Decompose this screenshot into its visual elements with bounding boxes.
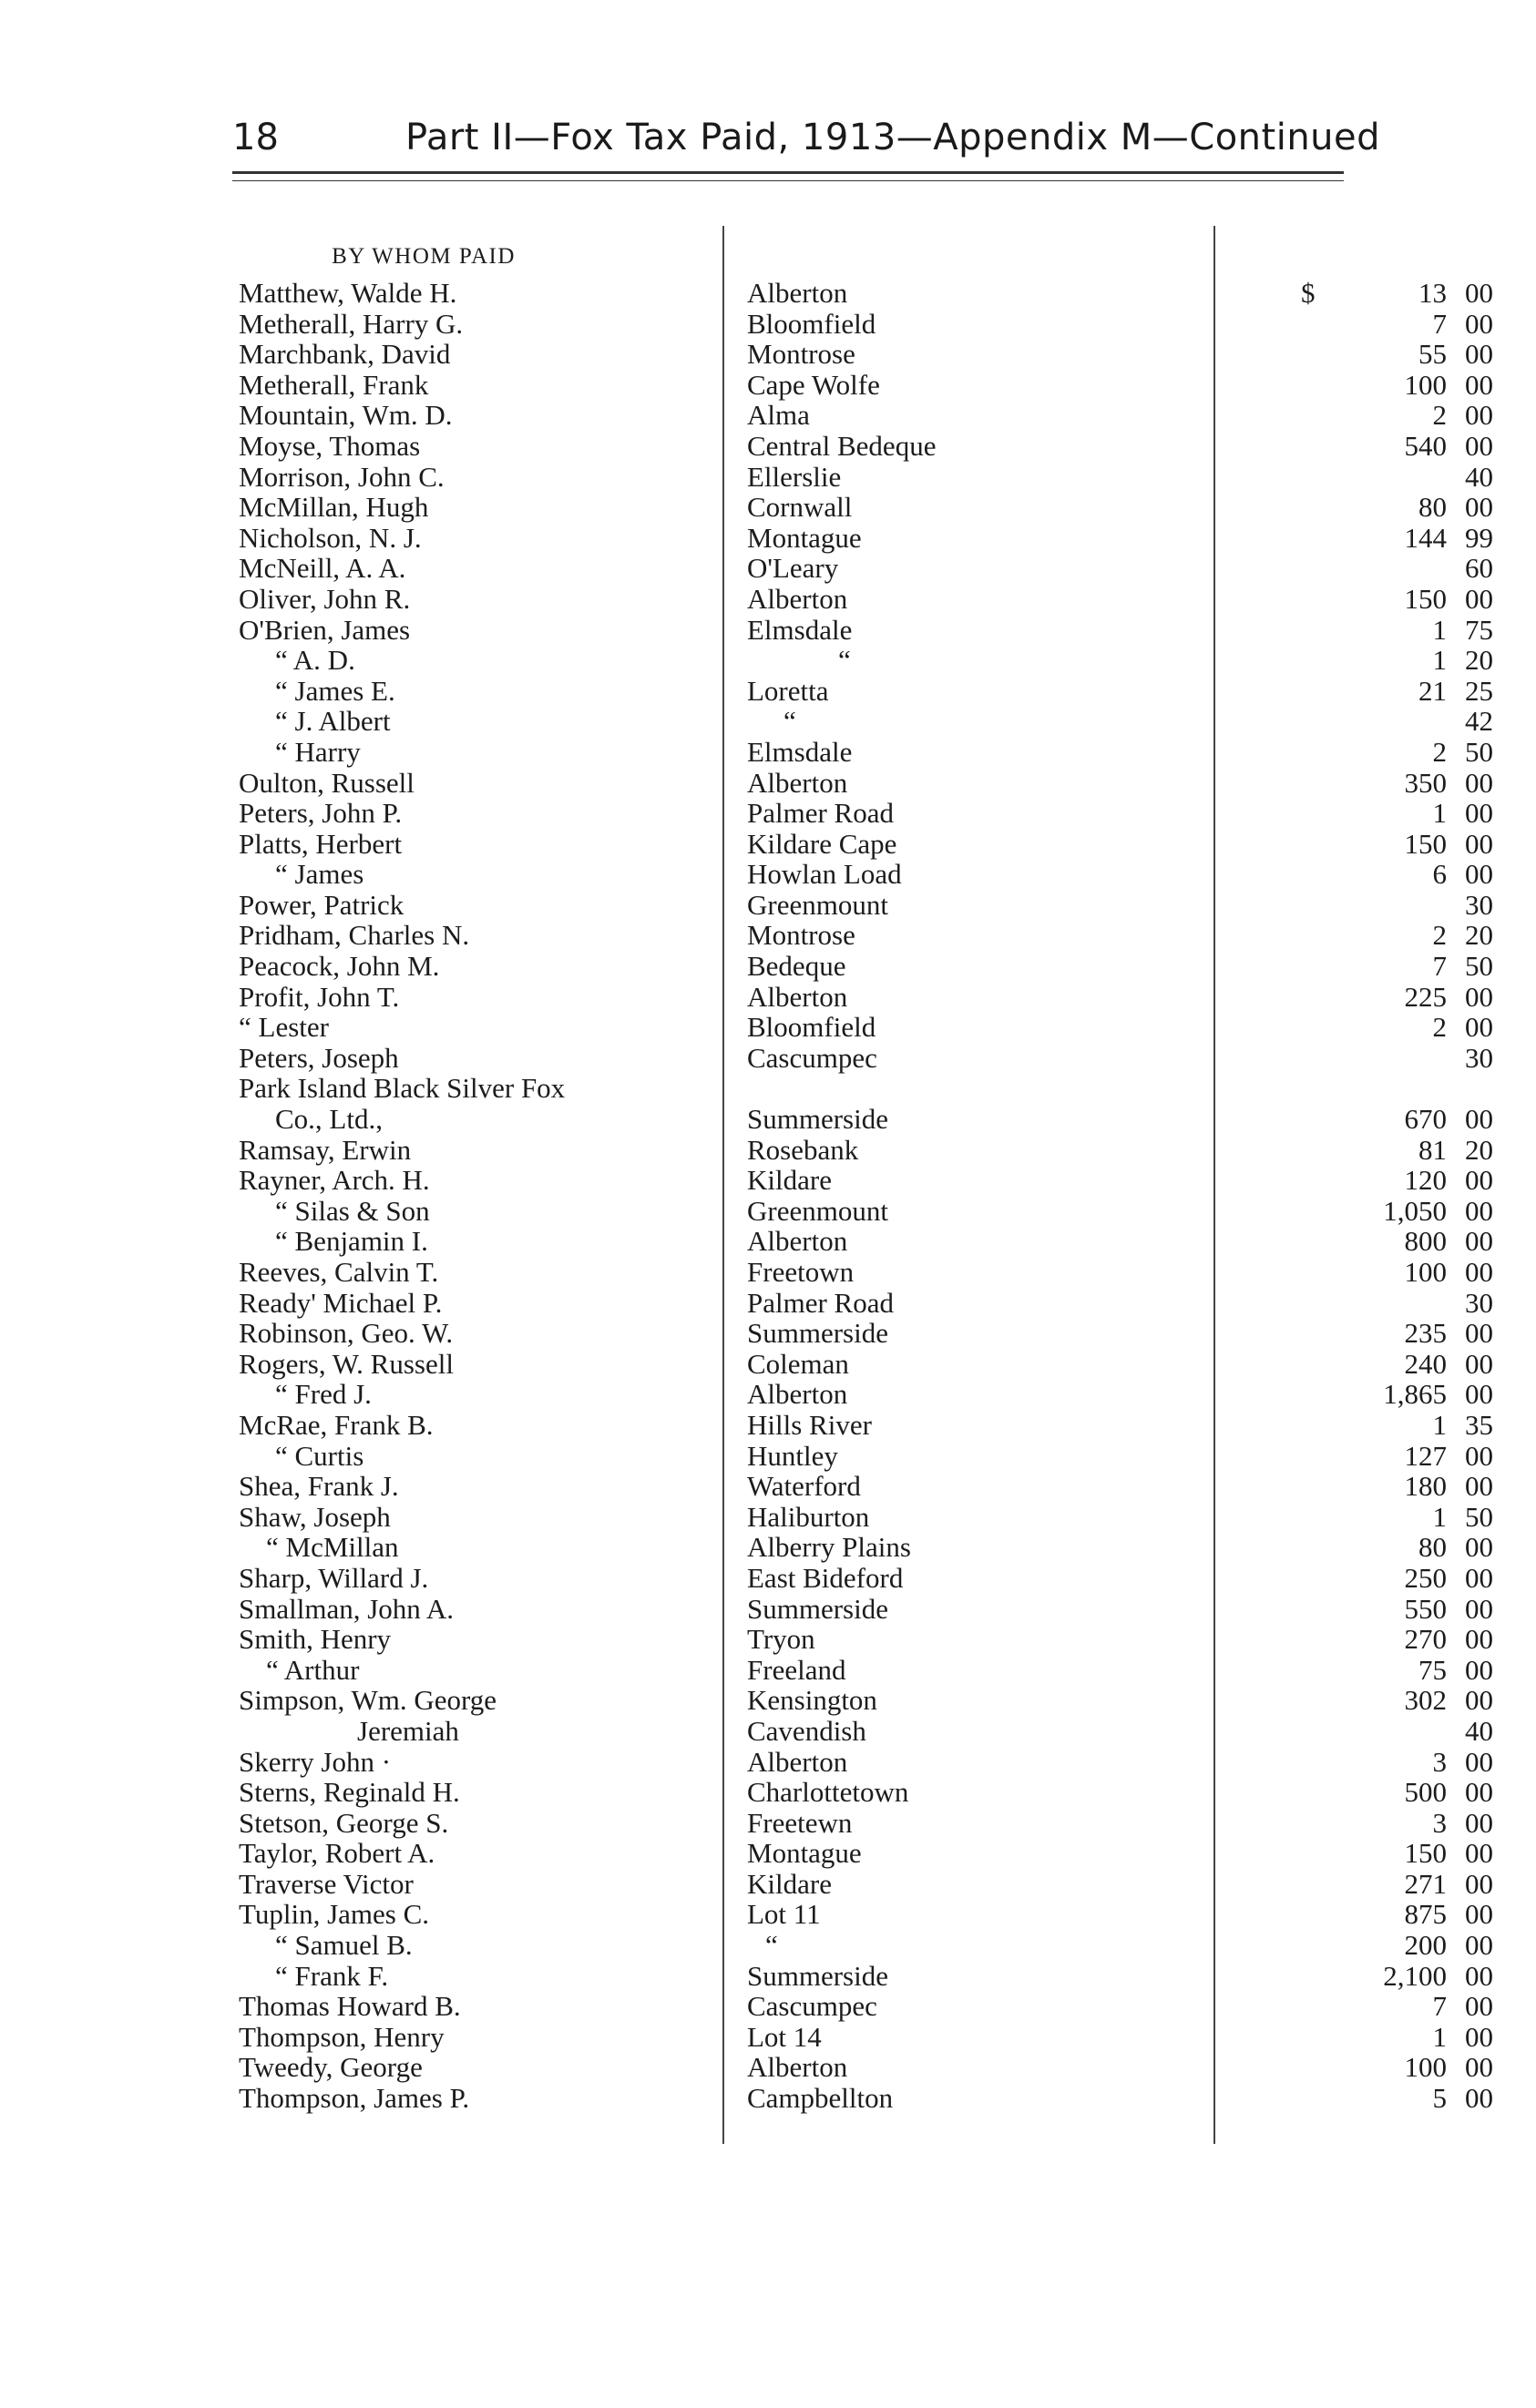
table-row (0, 309, 1536, 340)
amount-dollars: 250 (1404, 1561, 1447, 1594)
column-heading-by-whom-paid: BY WHOM PAID (332, 244, 516, 269)
place: Alma (747, 399, 810, 432)
place: Kensington (747, 1684, 877, 1717)
amount-dollars: 500 (1404, 1776, 1447, 1809)
payer-name: Power, Patrick (239, 888, 404, 921)
page-number: 18 (232, 117, 279, 158)
table-row (0, 1747, 1536, 1778)
payer-name: Profit, John T. (239, 980, 400, 1013)
payer-name: Shea, Frank J. (239, 1470, 399, 1503)
payer-name: Platts, Herbert (239, 827, 403, 860)
amount-dollars: 875 (1404, 1898, 1447, 1931)
place: Coleman (747, 1347, 849, 1380)
payer-name: “ James E. (275, 674, 395, 707)
place: “ (838, 644, 851, 677)
payer-name: Metherall, Frank (239, 368, 429, 401)
place: Greenmount (747, 1194, 888, 1227)
table-row (0, 1685, 1536, 1716)
place: Haliburton (747, 1500, 870, 1533)
payer-name: Smith, Henry (239, 1623, 392, 1656)
payer-name: “ A. D. (275, 644, 355, 677)
amount-dollars: 80 (1418, 491, 1447, 524)
place: Freeland (747, 1653, 846, 1686)
place: Bloomfield (747, 307, 876, 340)
payer-name: “ Benjamin I. (275, 1225, 428, 1258)
amount-dollars: 21 (1418, 674, 1447, 707)
amount-cents: 00 (1465, 1653, 1493, 1686)
amount-cents: 00 (1465, 1561, 1493, 1594)
amount-cents: 00 (1465, 1684, 1493, 1717)
amount-dollars: 2,100 (1383, 1959, 1447, 1992)
payer-name: Peters, Joseph (239, 1041, 399, 1074)
amount-dollars: 3 (1432, 1745, 1447, 1778)
payer-name: Peters, John P. (239, 797, 403, 830)
amount-cents: 00 (1465, 1837, 1493, 1870)
payer-name: McNeill, A. A. (239, 552, 406, 585)
table-row (0, 2052, 1536, 2083)
table-row (0, 1226, 1536, 1257)
amount-dollars: 100 (1404, 2051, 1447, 2084)
amount-cents: 00 (1465, 2051, 1493, 2084)
payer-name: “ Fred J. (275, 1378, 372, 1411)
amount-cents: 20 (1465, 1133, 1493, 1166)
place: Bloomfield (747, 1011, 876, 1044)
amount-cents: 00 (1465, 1745, 1493, 1778)
payer-name: Rayner, Arch. H. (239, 1164, 430, 1197)
table-row (0, 370, 1536, 401)
table-row (0, 1471, 1536, 1502)
amount-dollars: 550 (1404, 1592, 1447, 1625)
payer-name: “ Silas & Son (275, 1194, 430, 1227)
payer-name: Mountain, Wm. D. (239, 399, 453, 432)
place: Howlan Load (747, 858, 902, 891)
amount-cents: 00 (1465, 429, 1493, 462)
place: Elmsdale (747, 613, 853, 646)
page-header (232, 117, 1381, 171)
amount-cents: 00 (1465, 1256, 1493, 1288)
amount-cents: 40 (1465, 460, 1493, 493)
amount-dollars: 1,865 (1383, 1378, 1447, 1411)
payer-name: Oliver, John R. (239, 582, 411, 615)
amount-dollars: 180 (1404, 1470, 1447, 1503)
amount-cents: 00 (1465, 858, 1493, 891)
payer-name: Marchbank, David (239, 338, 451, 371)
amount-cents: 30 (1465, 1041, 1493, 1074)
table-row (0, 1257, 1536, 1288)
amount-dollars: 55 (1418, 338, 1447, 371)
payer-name: Traverse Victor (239, 1867, 414, 1900)
amount-cents: 50 (1465, 950, 1493, 983)
place: Alberton (747, 1378, 848, 1411)
payer-name: Taylor, Robert A. (239, 1837, 435, 1870)
amount-dollars: 120 (1404, 1164, 1447, 1197)
amount-cents: 00 (1465, 1347, 1493, 1380)
place: Montague (747, 1837, 862, 1870)
amount-cents: 35 (1465, 1408, 1493, 1441)
payer-name: Thompson, James P. (239, 2082, 470, 2115)
amount-cents: 00 (1465, 1959, 1493, 1992)
amount-cents: 20 (1465, 919, 1493, 952)
table-row (0, 1930, 1536, 1961)
table-row (0, 1043, 1536, 1074)
payer-name: O'Brien, James (239, 613, 411, 646)
amount-cents: 00 (1465, 1623, 1493, 1656)
payer-name: Jeremiah (357, 1714, 459, 1747)
place: Alberton (747, 766, 848, 799)
amount-dollars: 540 (1404, 429, 1447, 462)
payer-name: Morrison, John C. (239, 460, 445, 493)
place: Alberton (747, 2051, 848, 2084)
amount-cents: 00 (1465, 1164, 1493, 1197)
table-row (0, 829, 1536, 860)
amount-dollars: 3 (1432, 1806, 1447, 1839)
amount-cents: 60 (1465, 552, 1493, 585)
place: Montrose (747, 338, 855, 371)
place: O'Leary (747, 552, 839, 585)
amount-dollars: 235 (1404, 1317, 1447, 1350)
payer-name: Sharp, Willard J. (239, 1561, 429, 1594)
table-row (0, 737, 1536, 768)
amount-dollars: 2 (1432, 919, 1447, 952)
payer-name: Matthew, Walde H. (239, 277, 457, 309)
amount-cents: 75 (1465, 613, 1493, 646)
amount-cents: 30 (1465, 1286, 1493, 1319)
place: Palmer Road (747, 797, 894, 830)
amount-cents: 00 (1465, 277, 1493, 309)
amount-dollars: 7 (1432, 1990, 1447, 2023)
table-row (0, 492, 1536, 523)
table-row (0, 400, 1536, 431)
payer-name: Nicholson, N. J. (239, 521, 422, 554)
payer-name: Robinson, Geo. W. (239, 1317, 454, 1350)
place: Bedeque (747, 950, 846, 983)
table-row (0, 1838, 1536, 1869)
table-row (0, 768, 1536, 799)
table-row (0, 890, 1536, 921)
table-row (0, 553, 1536, 584)
payer-name: Simpson, Wm. George (239, 1684, 497, 1717)
amount-dollars: 6 (1432, 858, 1447, 891)
table-row (0, 1808, 1536, 1839)
payer-name: Stetson, George S. (239, 1806, 449, 1839)
table-row (0, 920, 1536, 951)
amount-dollars: 80 (1418, 1531, 1447, 1564)
amount-cents: 50 (1465, 735, 1493, 768)
payer-name: “ James (275, 858, 364, 891)
place: Kildare (747, 1164, 832, 1197)
payer-name: Shaw, Joseph (239, 1500, 391, 1533)
amount-dollars: 1 (1432, 1500, 1447, 1533)
payer-name: McRae, Frank B. (239, 1408, 434, 1441)
place: Kildare Cape (747, 827, 897, 860)
amount-cents: 00 (1465, 2020, 1493, 2053)
table-row (0, 676, 1536, 707)
amount-dollars: 1 (1432, 613, 1447, 646)
amount-dollars: 1 (1432, 797, 1447, 830)
amount-cents: 00 (1465, 1011, 1493, 1044)
amount-dollars: 5 (1432, 2082, 1447, 2115)
place: Central Bedeque (747, 429, 937, 462)
payer-name: “ Harry (275, 735, 361, 768)
amount-dollars: 350 (1404, 766, 1447, 799)
table-row (0, 462, 1536, 493)
payer-name: “ J. Albert (275, 705, 391, 738)
table-row (0, 1410, 1536, 1441)
amount-cents: 00 (1465, 980, 1493, 1013)
amount-cents: 00 (1465, 399, 1493, 432)
fox-tax-table (0, 278, 1536, 2114)
payer-name: McMillan, Hugh (239, 491, 429, 524)
payer-name: “ Lester (239, 1011, 329, 1044)
table-row (0, 1777, 1536, 1808)
place: Freetewn (747, 1806, 853, 1839)
table-row (0, 1073, 1536, 1104)
amount-dollars: 800 (1404, 1225, 1447, 1258)
amount-cents: 00 (1465, 1103, 1493, 1136)
place: Montrose (747, 919, 855, 952)
place: Lot 14 (747, 2020, 822, 2053)
table-row (0, 1594, 1536, 1625)
amount-cents: 00 (1465, 797, 1493, 830)
payer-name: Rogers, W. Russell (239, 1347, 454, 1380)
payer-name: Sterns, Reginald H. (239, 1776, 460, 1809)
amount-dollars: 7 (1432, 950, 1447, 983)
place: Freetown (747, 1256, 855, 1288)
table-row (0, 1899, 1536, 1930)
table-row (0, 2083, 1536, 2114)
place: Cape Wolfe (747, 368, 880, 401)
table-row (0, 1135, 1536, 1166)
place: Cascumpec (747, 1990, 877, 2023)
amount-cents: 00 (1465, 1225, 1493, 1258)
table-row (0, 1655, 1536, 1686)
place: Palmer Road (747, 1286, 894, 1319)
amount-cents: 00 (1465, 338, 1493, 371)
place: Alberton (747, 582, 848, 615)
amount-cents: 00 (1465, 582, 1493, 615)
payer-name: Metherall, Harry G. (239, 307, 464, 340)
place: Campbellton (747, 2082, 894, 2115)
place: Alberton (747, 1225, 848, 1258)
payer-name: “ McMillan (266, 1531, 399, 1564)
place: Waterford (747, 1470, 861, 1503)
amount-dollars: 100 (1404, 1256, 1447, 1288)
place: Summerside (747, 1317, 888, 1350)
table-row (0, 1196, 1536, 1227)
place: Tryon (747, 1623, 815, 1656)
payer-name: “ Curtis (275, 1439, 364, 1472)
table-row (0, 982, 1536, 1013)
amount-cents: 00 (1465, 1867, 1493, 1900)
place: Ellerslie (747, 460, 842, 493)
payer-name: “ Arthur (266, 1653, 360, 1686)
table-row (0, 1104, 1536, 1135)
amount-dollars: 100 (1404, 368, 1447, 401)
table-row (0, 1349, 1536, 1380)
amount-dollars: 1 (1432, 644, 1447, 677)
payer-name: Smallman, John A. (239, 1592, 454, 1625)
payer-name: Ready' Michael P. (239, 1286, 443, 1319)
amount-dollars: 144 (1404, 521, 1447, 554)
amount-dollars: 150 (1404, 582, 1447, 615)
amount-dollars: 200 (1404, 1929, 1447, 1962)
amount-dollars: 150 (1404, 1837, 1447, 1870)
table-row (0, 798, 1536, 829)
place: Montague (747, 521, 862, 554)
amount-dollars: 7 (1432, 307, 1447, 340)
amount-cents: 00 (1465, 1929, 1493, 1962)
place: “ (765, 1929, 778, 1962)
table-row (0, 1012, 1536, 1043)
place: Hills River (747, 1408, 872, 1441)
table-row (0, 523, 1536, 554)
amount-cents: 00 (1465, 307, 1493, 340)
payer-name: Pridham, Charles N. (239, 919, 470, 952)
amount-cents: 25 (1465, 674, 1493, 707)
amount-dollars: 270 (1404, 1623, 1447, 1656)
table-row (0, 431, 1536, 462)
table-row (0, 859, 1536, 890)
amount-dollars: 127 (1404, 1439, 1447, 1472)
table-row (0, 1869, 1536, 1900)
amount-cents: 30 (1465, 888, 1493, 921)
table-row (0, 706, 1536, 737)
amount-dollars: 75 (1418, 1653, 1447, 1686)
table-row (0, 1165, 1536, 1196)
amount-dollars: 240 (1404, 1347, 1447, 1380)
table-row (0, 1991, 1536, 2022)
amount-cents: 00 (1465, 1531, 1493, 1564)
table-row (0, 584, 1536, 615)
amount-dollars: 2 (1432, 735, 1447, 768)
amount-cents: 00 (1465, 1378, 1493, 1411)
amount-cents: 00 (1465, 766, 1493, 799)
amount-cents: 00 (1465, 1990, 1493, 2023)
payer-name: Thompson, Henry (239, 2020, 445, 2053)
place: Rosebank (747, 1133, 859, 1166)
amount-cents: 00 (1465, 1317, 1493, 1350)
amount-dollars: 670 (1404, 1103, 1447, 1136)
table-row (0, 645, 1536, 676)
table-row (0, 1624, 1536, 1655)
amount-cents: 00 (1465, 368, 1493, 401)
amount-cents: 00 (1465, 1806, 1493, 1839)
payer-name: Oulton, Russell (239, 766, 415, 799)
amount-dollars: 271 (1404, 1867, 1447, 1900)
amount-cents: 00 (1465, 491, 1493, 524)
amount-dollars: 1 (1432, 2020, 1447, 2053)
payer-name: Park Island Black Silver Fox (239, 1072, 566, 1105)
payer-name: Skerry John · (239, 1745, 392, 1778)
payer-name: Tuplin, James C. (239, 1898, 430, 1931)
amount-dollars: 302 (1404, 1684, 1447, 1717)
place: Greenmount (747, 888, 888, 921)
payer-name: Ramsay, Erwin (239, 1133, 412, 1166)
amount-cents: 00 (1465, 1470, 1493, 1503)
amount-cents: 00 (1465, 2082, 1493, 2115)
amount-dollars: 1 (1432, 1408, 1447, 1441)
amount-cents: 40 (1465, 1714, 1493, 1747)
amount-dollars: 225 (1404, 980, 1447, 1013)
table-row (0, 951, 1536, 982)
place: Loretta (747, 674, 829, 707)
table-row (0, 1532, 1536, 1563)
table-row (0, 1502, 1536, 1533)
table-row (0, 1379, 1536, 1410)
table-row (0, 1716, 1536, 1747)
amount-cents: 42 (1465, 705, 1493, 738)
amount-cents: 00 (1465, 1194, 1493, 1227)
amount-cents: 00 (1465, 1439, 1493, 1472)
table-row (0, 1318, 1536, 1349)
table-row (0, 615, 1536, 646)
amount-cents: 99 (1465, 521, 1493, 554)
table-row (0, 2022, 1536, 2053)
place: Summerside (747, 1103, 888, 1136)
amount-dollars: 2 (1432, 399, 1447, 432)
payer-name: Reeves, Calvin T. (239, 1256, 439, 1288)
place: Charlottetown (747, 1776, 909, 1809)
amount-cents: 00 (1465, 1592, 1493, 1625)
place: Alberton (747, 1745, 848, 1778)
payer-name: “ Frank F. (275, 1959, 389, 1992)
header-rule (232, 171, 1344, 174)
payer-name: Peacock, John M. (239, 950, 440, 983)
amount-cents: 00 (1465, 1776, 1493, 1809)
table-row (0, 1563, 1536, 1594)
place: Summerside (747, 1959, 888, 1992)
place: Kildare (747, 1867, 832, 1900)
amount-dollars: 81 (1418, 1133, 1447, 1166)
table-row (0, 1961, 1536, 1992)
payer-name: Tweedy, George (239, 2051, 423, 2084)
header-rule-thin (232, 180, 1344, 181)
table-row (0, 278, 1536, 309)
place: Alberry Plains (747, 1531, 911, 1564)
table-row (0, 339, 1536, 370)
amount-dollars: 13 (1418, 277, 1447, 309)
amount-dollars: 150 (1404, 827, 1447, 860)
payer-name: Moyse, Thomas (239, 429, 421, 462)
place: East Bideford (747, 1561, 904, 1594)
amount-cents: 50 (1465, 1500, 1493, 1533)
payer-name: Thomas Howard B. (239, 1990, 461, 2023)
payer-name: Co., Ltd., (275, 1103, 383, 1136)
place: Cavendish (747, 1714, 866, 1747)
amount-cents: 20 (1465, 644, 1493, 677)
place: Lot 11 (747, 1898, 821, 1931)
table-row (0, 1288, 1536, 1319)
place: Alberton (747, 980, 848, 1013)
currency-symbol: $ (1301, 277, 1316, 309)
amount-dollars: 1,050 (1383, 1194, 1447, 1227)
payer-name: “ Samuel B. (275, 1929, 413, 1962)
place: Huntley (747, 1439, 838, 1472)
place: “ (783, 705, 796, 738)
amount-cents: 00 (1465, 1898, 1493, 1931)
table-row (0, 1441, 1536, 1472)
amount-cents: 00 (1465, 827, 1493, 860)
place: Summerside (747, 1592, 888, 1625)
place: Alberton (747, 277, 848, 309)
place: Cascumpec (747, 1041, 877, 1074)
place: Elmsdale (747, 735, 853, 768)
amount-dollars: 2 (1432, 1011, 1447, 1044)
place: Cornwall (747, 491, 853, 524)
running-head-title: Part II—Fox Tax Paid, 1913—Appendix M—Continued (405, 117, 1381, 158)
